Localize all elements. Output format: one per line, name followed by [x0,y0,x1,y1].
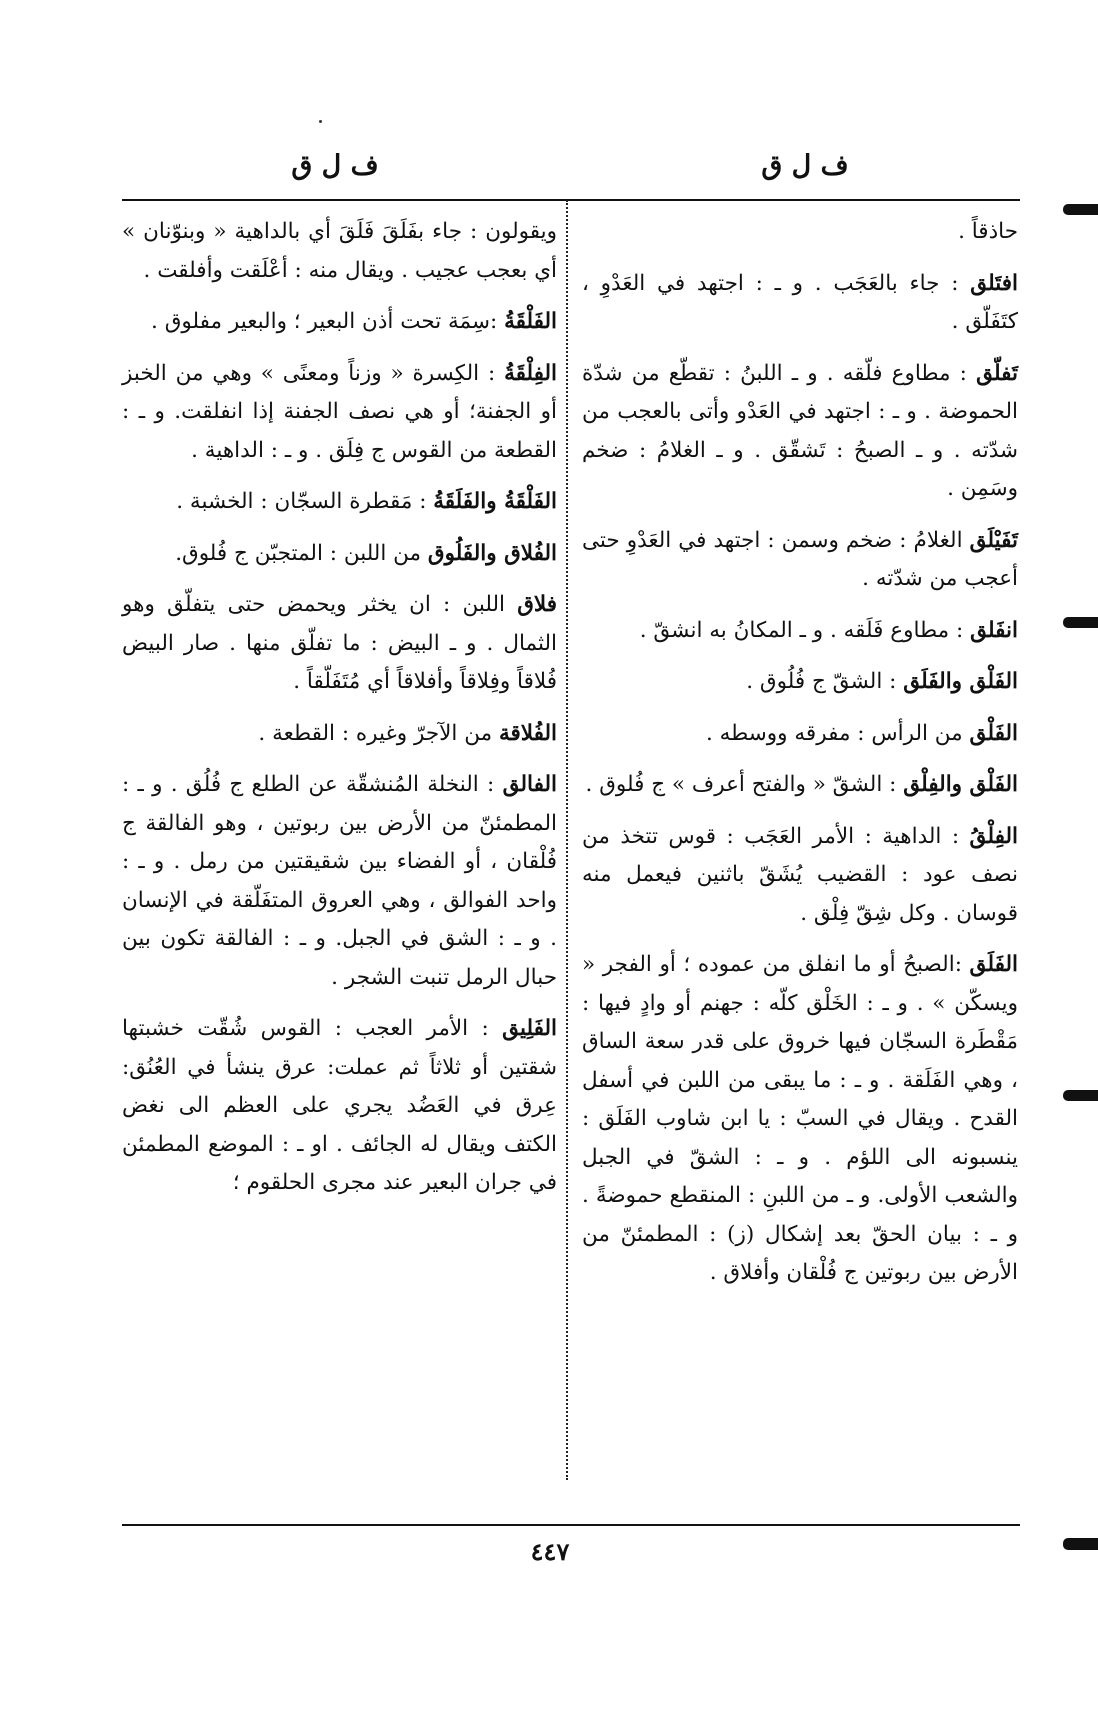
entry-headword: الفَلَق [969,952,1018,977]
entry-definition: : النخلة المُنشقّة عن الطلع ج فُلُق . و ـ : المطمئنّ من الأرض بين ربوتين ، وهو الفالقة ج فُلْقان ، أو الفضاء بين شقيقتين من رمل . و ـ : واحد الفوالق ، وهي العروق المتفَلّقة في الإنسان . و ـ : الشق في الجبل. و ـ : الفالقة تكون بين حبال الرمل تنبت الشجر . [122,772,557,990]
entry-definition: من الرأس : مفرقه ووسطه . [705,720,963,746]
thumb-index-mark [1063,1538,1098,1550]
entry-headword: الفُلاقة [498,720,557,746]
entry-definition: : جاء بالعَجَب . و ـ : اجتهد في العَدْوِ ، كتَفَلّق . [582,270,1018,334]
entry-definition: : الداهية : الأمر العَجَب : قوس تتخذ من نصف عود : القضيب يُشَقّ باثنين فيعمل منه قوسان . وكل شِقّ فِلْق . [582,823,1018,926]
entry-definition: : مطاوع فَلَقه . و ـ المكانُ به انشقّ . [639,617,964,643]
entry-definition: : مَقطرة السجّان : الخشبة . [176,489,427,514]
dictionary-entry [122,355,557,471]
entry-headword: تَفلّق [976,360,1018,386]
dictionary-entry [122,715,557,754]
entry-headword: الفَلْق والفِلْق [903,772,1018,797]
entry-headword: الفَلْقَةُ [504,309,557,334]
entry-definition: من اللبن : المتجبّن ج فُلوق. [175,540,422,566]
entry-definition: ويقولون : جاء بفَلَقَ فَلَقَ أي بالداهية « وبنوّنان » أي بعجب عجيب . ويقال منه : أعْلَقت وأفلقت . [122,219,557,283]
thumb-index-mark [1063,204,1098,215]
dictionary-entry [122,586,557,702]
dictionary-entry [582,265,1018,342]
dictionary-entry [122,766,557,997]
dictionary-entry [122,535,557,574]
dictionary-entry [122,213,557,290]
entry-headword: الفالق [502,772,557,797]
column-divider [566,200,568,1480]
entry-headword: انفَلق [970,617,1018,643]
running-head-right: ف ل ق [761,150,849,181]
entry-definition: : مطاوع فلّقه . و ـ اللبنُ : تقطّع من شدّة الحموضة . و ـ : اجتهد في العَدْو وأتى بالعجب من شدّته . و ـ الصبحُ : تَشقّق . و ـ الغلامُ : ضخم وسَمِن . [582,360,1018,501]
entry-definition: اللبن : ان يخثر ويحمض حتى يتفلّق وهو الثمال . و ـ البيض : ما تفلّق منها . صار البيض فُلاقاً وفِلاقاً وأفلاقاً أي مُتَفَلّقاً . [122,592,557,694]
entry-definition: :الصبحُ أو ما انفلق من عموده ؛ أو الفجر « ويسكّن » . و ـ : الخَلْق كلّه : جهنم أو وادٍ فيها : مَقْطَرة السجّان فيها خروق على قدر سعة الساق ، وهي الفَلَقة . و ـ : ما يبقى من اللبن في أسفل القدح . ويقال في السبّ : يا ابن شاوب الفَلَق : ينسبونه الى اللؤم . و ـ : الشقّ في الجبل والشعب الأولى. و ـ من اللبنِ : المنقطع حموضةً . و ـ : بيان الحقّ بعد إشكال (ز) : المطمئنّ من الأرض بين ربوتين ج فُلْقان وأفلاق . [582,952,1018,1285]
dictionary-entry [582,946,1018,1293]
dictionary-entry [582,766,1018,805]
entry-headword: فلاق [517,592,557,617]
thumb-index-mark [1063,1090,1098,1101]
entry-definition: :سِمَة تحت أذن البعير ؛ والبعير مفلوق . [151,309,498,334]
right-column [582,213,1018,1306]
dictionary-entry [582,612,1018,651]
running-head-left: ف ل ق [291,150,379,181]
dictionary-entry [582,663,1018,702]
dictionary-entry [582,213,1018,252]
entry-headword: الفَلِيق [502,1016,557,1041]
entry-headword: الفِلْقَةُ [504,360,557,386]
bottom-rule [122,1524,1020,1526]
entry-headword: الفَلْق والفَلَق [903,669,1018,694]
entry-headword: الفَلْقَةُ والفَلَقَةُ [433,489,557,514]
left-column [122,213,557,1216]
top-rule [122,199,1020,201]
dictionary-entry [122,1010,557,1203]
entry-definition: : الشقّ « والفتح أعرف » ج فُلوق . [585,772,897,797]
dictionary-entry [582,522,1018,599]
dictionary-entry [582,818,1018,934]
entry-headword: الفِلْقُ [969,823,1018,849]
entry-definition: : الكِسرة « وزناً ومعنًى » وهي من الخبز أو الجفنة؛ أو هي نصف الجفنة إذا انفلقت. و ـ : القطعة من القوس ج فِلَق . و ـ : الداهية . [122,360,557,463]
entry-definition: من الآجرّ وغيره : القطعة . [258,720,493,746]
entry-headword: افتَلق [970,270,1018,296]
thumb-index-mark [1063,617,1098,628]
entry-headword: تَفَيْلَق [969,527,1018,553]
print-speck [319,120,322,123]
entry-definition: : الأمر العجب : القوس شُقّت خشبتها شقتين أو ثلاثاً ثم عملت: عرق ينشأ في العُنُق: عِرق في العَضُد يجري على العظم الى نغض الكتف ويقال له الجائف . او ـ : الموضع المطمئن في جران البعير عند مجرى الحلقوم ؛ [122,1016,557,1195]
entry-definition: الغلامُ : ضخم وسمن : اجتهد في العَدْوِ حتى أعجب من شدّته . [582,527,1018,591]
entry-headword: الفَلْق [969,720,1018,746]
dictionary-entry [582,355,1018,509]
dictionary-entry [582,715,1018,754]
dictionary-entry [122,483,557,522]
entry-definition: حاذقاً . [958,219,1018,244]
dictionary-entry [122,303,557,342]
entry-definition: : الشقّ ج فُلُوق . [746,669,897,694]
page-number: ٤٤٧ [530,1537,570,1566]
entry-headword: الفُلاق والفَلُوق [427,540,557,566]
